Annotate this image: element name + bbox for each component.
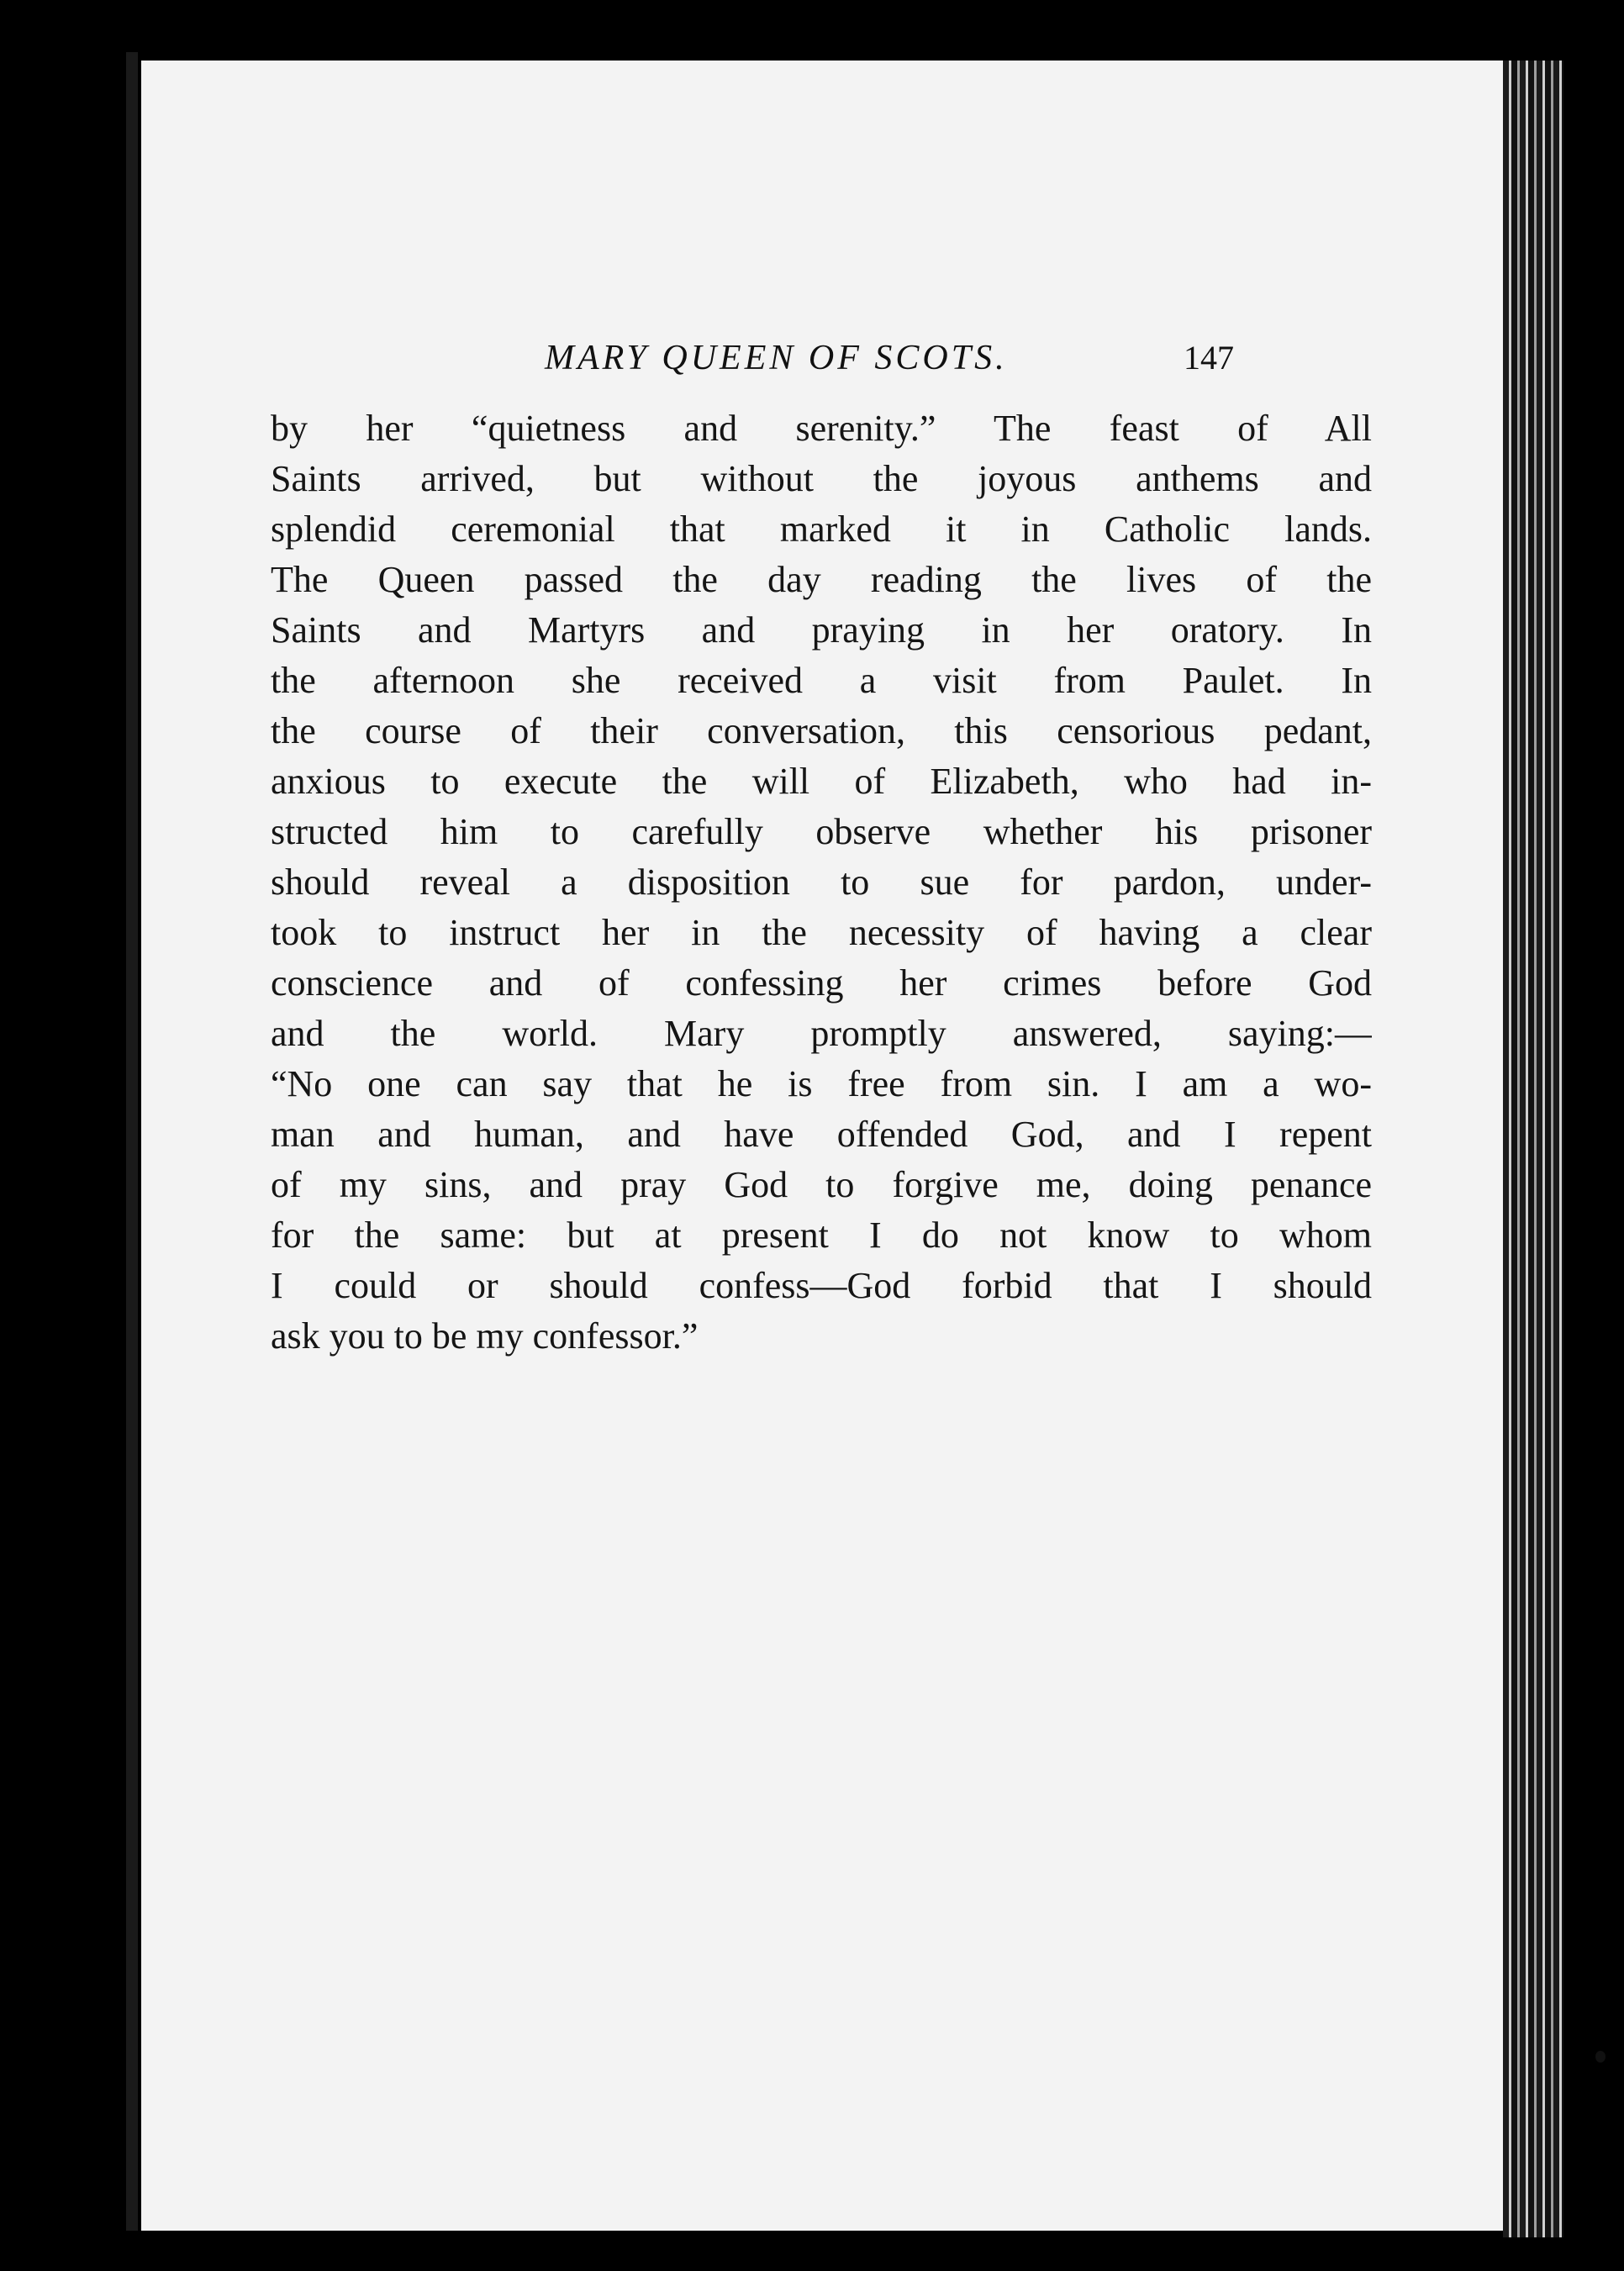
text-line: splendid ceremonial that marked it in Catholic lands. bbox=[271, 508, 1372, 550]
scan-left-margin bbox=[0, 0, 126, 2271]
text-line: the course of their conversation, this censorious pedant, bbox=[271, 710, 1372, 751]
text-line: ask you to be my confessor.” bbox=[271, 1315, 699, 1357]
text-line: anxious to execute the will of Elizabeth, who had in- bbox=[271, 761, 1372, 802]
text-line: and the world. Mary promptly answered, saying:— bbox=[271, 1013, 1372, 1054]
text-line: by her “quietness and serenity.” The feast of All bbox=[271, 408, 1372, 449]
body-text bbox=[271, 403, 1372, 1362]
text-line: I could or should confess—God forbid that I should bbox=[271, 1265, 1372, 1306]
text-line: of my sins, and pray God to forgive me, doing penance bbox=[271, 1164, 1372, 1205]
running-head bbox=[141, 338, 1503, 388]
binding-edge bbox=[126, 52, 138, 2231]
text-line: Saints arrived, but without the joyous anthems and bbox=[271, 458, 1372, 499]
text-line: The Queen passed the day reading the lives of the bbox=[271, 559, 1372, 600]
book-page bbox=[141, 61, 1503, 2231]
text-line: the afternoon she received a visit from Paulet. In bbox=[271, 660, 1372, 701]
scan-right-margin bbox=[1563, 0, 1624, 2271]
page-stack-edges bbox=[1503, 61, 1563, 2237]
text-line: for the same: but at present I do not know to whom bbox=[271, 1215, 1372, 1256]
text-line: took to instruct her in the necessity of having a clear bbox=[271, 912, 1372, 953]
text-line: “No one can say that he is free from sin. I am a wo- bbox=[271, 1063, 1372, 1104]
page-number: 147 bbox=[1184, 339, 1234, 377]
text-line: structed him to carefully observe whether his prisoner bbox=[271, 811, 1372, 852]
scan-speck bbox=[1595, 2051, 1606, 2063]
text-line: Saints and Martyrs and praying in her oratory. In bbox=[271, 609, 1372, 651]
text-line: should reveal a disposition to sue for pardon, under- bbox=[271, 862, 1372, 903]
text-line: man and human, and have offended God, and I repent bbox=[271, 1114, 1372, 1155]
text-line: conscience and of confessing her crimes before God bbox=[271, 962, 1372, 1004]
running-head-title: MARY QUEEN OF SCOTS. bbox=[545, 339, 1008, 377]
